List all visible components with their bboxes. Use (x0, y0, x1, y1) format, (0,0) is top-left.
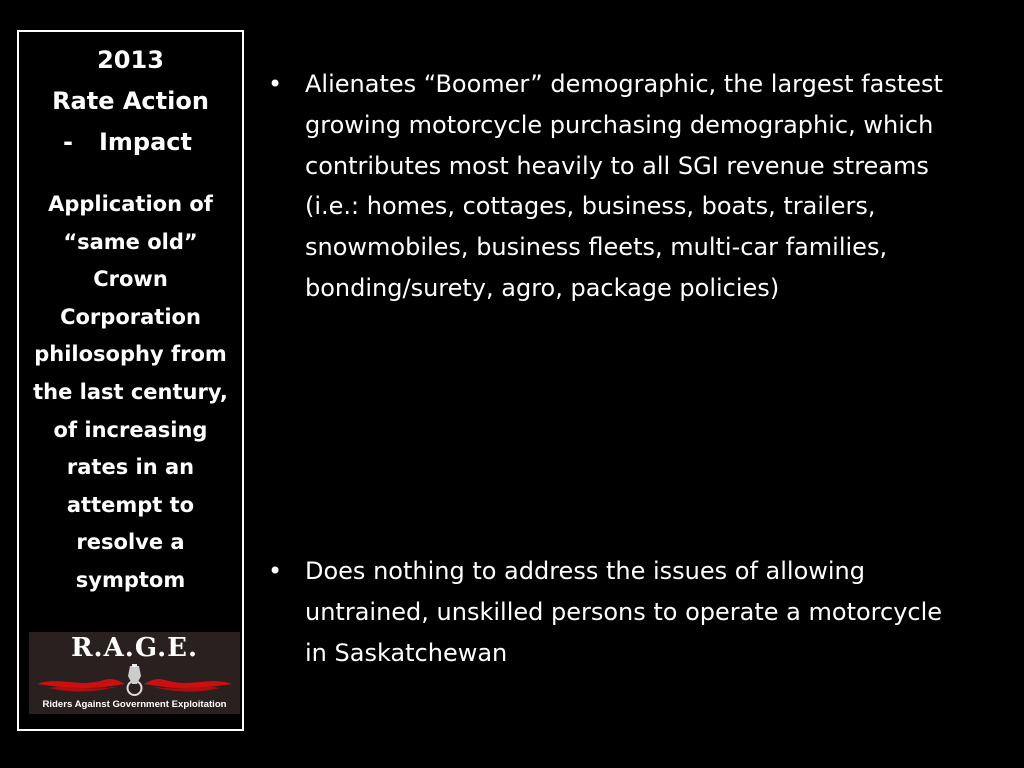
title-rate-action: Rate Action (52, 87, 209, 115)
sidebar-description: Application of “same old” Crown Corporation philosophy from the last century, of increasing rates in an attempt to resolve a symptom (33, 192, 228, 592)
bullet-marker: • (268, 70, 283, 98)
logo-tagline: Riders Against Government Exploitation (42, 699, 227, 710)
title-dash: - (63, 128, 73, 156)
bullet-text: Alienates “Boomer” demographic, the largest fastest growing motorcycle purchasing demographic, which contributes most heavily to all SGI revenue streams (i.e.: homes, cottages, business, boats, trailers, snowmobiles, business fleets, multi-car families, bonding/surety, agro, package policies) (305, 70, 943, 302)
bullet-marker: • (268, 557, 283, 585)
bullet-item (268, 64, 958, 309)
logo-title: R.A.G.E. (70, 633, 199, 663)
title-year: 2013 (97, 46, 164, 74)
rage-logo (29, 632, 240, 714)
title-impact: Impact (98, 128, 192, 156)
motorcycle-flame-icon (29, 662, 240, 698)
bullet-item (268, 551, 958, 673)
sidebar-panel (17, 30, 244, 731)
bullet-text: Does nothing to address the issues of allowing untrained, unskilled persons to operate a motorcycle in Saskatchewan (305, 557, 943, 667)
sidebar-title (19, 40, 242, 163)
